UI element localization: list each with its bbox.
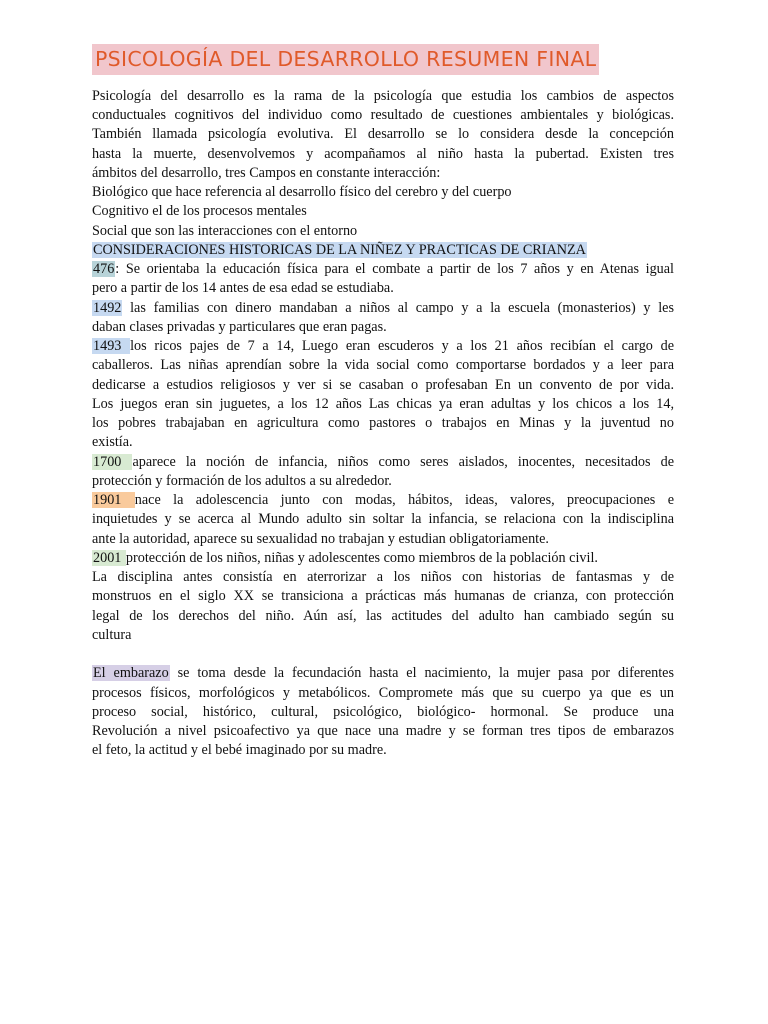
discipline-line: legal de los derechos del niño. Aún así, las actitudes del adulto han cambiado según su (92, 608, 674, 624)
entry-2001 (92, 549, 674, 568)
intro-line: Cognitivo el de los procesos mentales (92, 203, 307, 219)
entry-line: los pobres trabajaban en agricultura como pastores o trabajos en Minas y la juventud no (92, 415, 674, 431)
year-badge: 1493 (93, 338, 130, 354)
discipline-line: monstruos en el siglo XX se transiciona a prácticas más humanas de crianza, con protección (92, 588, 674, 604)
discipline-line: cultura (92, 627, 132, 643)
entry-1901 (92, 491, 674, 510)
entry-1493 (92, 337, 674, 356)
year-badge: 1492 (93, 300, 122, 316)
pregnancy-line: el feto, la actitud y el bebé imaginado por su madre. (92, 742, 387, 758)
discipline-line: La disciplina antes consistía en aterrorizar a los niños con historias de fantasmas y de (92, 569, 674, 585)
intro-line: También llamada psicología evolutiva. El desarrollo se lo considera desde la concepción (92, 126, 674, 142)
section-heading: CONSIDERACIONES HISTORICAS DE LA NIÑEZ Y PRACTICAS DE CRIANZA (93, 242, 586, 258)
intro-line: hasta la muerte, desenvolvemos y acompañamos al niño hasta la pubertad. Existen tres (92, 146, 674, 162)
entry-text: los ricos pajes de 7 a 14, Luego eran escuderos y a los 21 años recibían el cargo de (130, 338, 675, 354)
intro-line: Biológico que hace referencia al desarrollo físico del cerebro y del cuerpo (92, 184, 512, 200)
entry-line: pero a partir de los 14 antes de esa edad se estudiaba. (92, 280, 394, 296)
entry-line: inquietudes y se acerca al Mundo adulto sin soltar la infancia, se relaciona con la indisciplina (92, 511, 674, 527)
section-heading-row (92, 241, 674, 260)
entry-line: ante la autoridad, aparece su sexualidad no trabajan y estudian obligatoriamente. (92, 531, 549, 547)
entry-text: : Se orientaba la educación física para el combate a partir de los 7 años y en Atenas igual (115, 261, 674, 277)
pregnancy-line: proceso social, histórico, cultural, psicológico, biológico- hormonal. Se produce una (92, 704, 674, 720)
entry-line: dedicarse a estudios religiosos y ver si se casaban o profesaban En un convento de por vida. (92, 377, 674, 393)
entry-text: nace la adolescencia junto con modas, hábitos, ideas, valores, preocupaciones e (134, 492, 674, 508)
year-badge: 476 (93, 261, 115, 277)
entry-text: aparece la noción de infancia, niños como seres aislados, inocentes, necesitados de (132, 454, 674, 470)
entry-line: protección y formación de los adultos a su alrededor. (92, 473, 392, 489)
page-title: PSICOLOGÍA DEL DESARROLLO RESUMEN FINAL (92, 44, 599, 75)
entry-1700 (92, 453, 674, 472)
intro-line: Psicología del desarrollo es la rama de la psicología que estudia los cambios de aspectos (92, 88, 674, 104)
pregnancy-line: Revolución a nivel psicoafectivo ya que nace una madre y se forman tres tipos de embarazos (92, 723, 674, 739)
intro-line: Social que son las interacciones con el entorno (92, 223, 358, 239)
year-badge: 1700 (93, 454, 132, 470)
pregnancy-line: procesos físicos, morfológicos y metabólicos. Compromete más que su cuerpo ya que es un (92, 685, 674, 701)
entry-line: caballeros. Las niñas aprendían sobre la vida social como comportarse bordados y a leer para (92, 357, 674, 373)
entry-text: protección de los niños, niñas y adolescentes como miembros de la población civil. (125, 550, 598, 566)
pregnancy-text: se toma desde la fecundación hasta el nacimiento, la mujer pasa por diferentes (169, 665, 674, 681)
entry-line: Los juegos eran sin juguetes, a los 12 años Las chicas ya eran adultas y los chicos a los 14, (92, 396, 674, 412)
pregnancy-paragraph (92, 664, 674, 683)
entry-476 (92, 260, 674, 279)
pregnancy-term: El embarazo (93, 665, 169, 681)
entry-line: existía. (92, 434, 133, 450)
year-badge: 1901 (93, 492, 134, 508)
entry-1492 (92, 299, 674, 318)
entry-text: las familias con dinero mandaban a niños al campo y a la escuela (monasterios) y les (122, 300, 674, 316)
intro-line: ámbitos del desarrollo, tres Campos en constante interacción: (92, 165, 441, 181)
year-badge: 2001 (93, 550, 125, 566)
entry-line: daban clases privadas y particulares que eran pagas. (92, 319, 387, 335)
intro-line: conductuales cognitivos del individuo como resultado de cuestiones ambientales y biológicas. (92, 107, 674, 123)
